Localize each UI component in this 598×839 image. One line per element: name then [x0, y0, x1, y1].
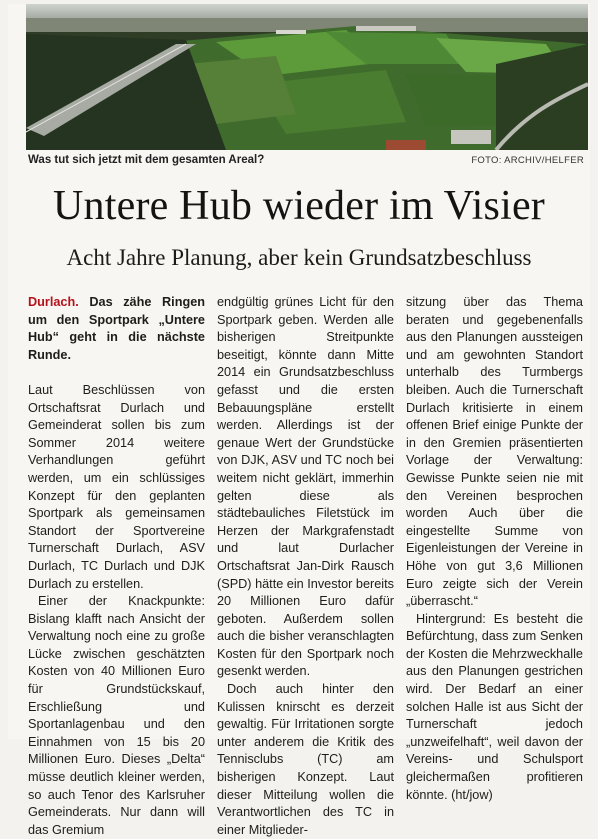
paragraph: Hintergrund: Es besteht die Befürchtung, dass zum Senken der Kosten die Mehrzweckhalle aus den Planungen gestrichen wird. Der Bedarf an einer solchen Halle ist aus Sicht der Turnerschaft jedoch „unzweifelhaft“, weil davon der Vereins- und Schulsport gleichermaßen profitieren könnte. (ht/jow) — [406, 611, 583, 802]
photo-credit: FOTO: ARCHIV/HELFER — [471, 155, 584, 166]
aerial-photo — [26, 4, 588, 150]
lead-text: Das zähe Ringen um den Sportpark „Untere Hub“ geht in die nächste Runde. — [28, 295, 205, 362]
article-column-1 — [28, 294, 205, 839]
dateline: Durlach. — [28, 295, 79, 309]
article-body — [28, 294, 590, 837]
aerial-photo-image — [26, 4, 588, 150]
paragraph: endgültig grünes Licht für den Sportpark geben. Werden alle bisherigen Streitpunkte beseitigt, könnte dann Mitte 2014 ein Grundsatzbeschluss gefasst und die ersten Bebauungspläne erstellt werden. Allerdings ist der genaue Wert der Grundstücke von DJK, ASV und TC noch bei weitem nicht geklärt, immerhin gelten diese als städtebauliches Filetstück im Herzen der Markgrafenstadt und laut Durlacher Ortschaftsrat Jan-Dirk Rausch (SPD) hätte ein Investor bereits 20 Millionen Euro dafür geboten. Außerdem sollen auch die bisher veranschlagten Kosten für den Sportpark noch gesenkt werden. — [217, 295, 394, 679]
paragraph: sitzung über das Thema beraten und gegebenenfalls aus den Planungen aussteigen und am gewohnten Standort unterhalb des Turmbergs bleiben. Auch die Turnerschaft Durlach kritisierte in einem offenen Brief einige Punkte der in den Gremien präsentierten Vorlage der Verwaltung: Gewisse Punkte seien nie mit den Vereinen besprochen worden Auch über die eingestellte Summe von Eigenleistungen der Vereine in Höhe von gut 3,6 Millionen Euro zeigte sich der Verein „überrascht.“ — [406, 295, 583, 609]
article-column-2 — [217, 294, 394, 839]
paragraph: Laut Beschlüssen von Ortschaftsrat Durlach und Gemeinderat sollen bis zum Sommer 2014 weitere Verhandlungen geführt werden, um ein schlüssiges Konzept für den geplanten Sportpark als gemeinsamen Standort der Sportvereine Turnerschaft Durlach, ASV Durlach, TC Durlach und DJK Durlach zu erstellen. — [28, 382, 205, 591]
paragraph: Einer der Knackpunkte: Bislang klafft nach Ansicht der Verwaltung noch eine zu große Lücke zwischen geschätzten Kosten von 40 Millionen Euro für Grundstückskauf, Erschließung und Sportanlagenbau und den Einnahmen von 15 bis 20 Millionen Euro. Dieses „Delta“ müsse deutlich kleiner werden, so auch Tenor des Karlsruher Gemeinderats. Nur dann will das Gremium — [28, 594, 205, 837]
article-lead — [28, 294, 205, 364]
headline: Untere Hub wieder im Visier — [53, 183, 545, 229]
newspaper-clipping — [8, 4, 590, 837]
subheadline: Acht Jahre Planung, aber kein Grundsatzbeschluss — [66, 245, 532, 270]
photo-caption: Was tut sich jetzt mit dem gesamten Areal? — [28, 154, 265, 166]
paragraph: Doch auch hinter den Kulissen knirscht es derzeit gewaltig. Für Irritationen sorgte unter anderem die Kritik des Tennisclubs (TC) am bisherigen Konzept. Laut dieser Mitteilung wollen die Verantwortlichen des TC in einer Mitglieder- — [217, 682, 394, 837]
photo-caption-row — [28, 154, 586, 172]
article-column-3 — [406, 294, 583, 804]
